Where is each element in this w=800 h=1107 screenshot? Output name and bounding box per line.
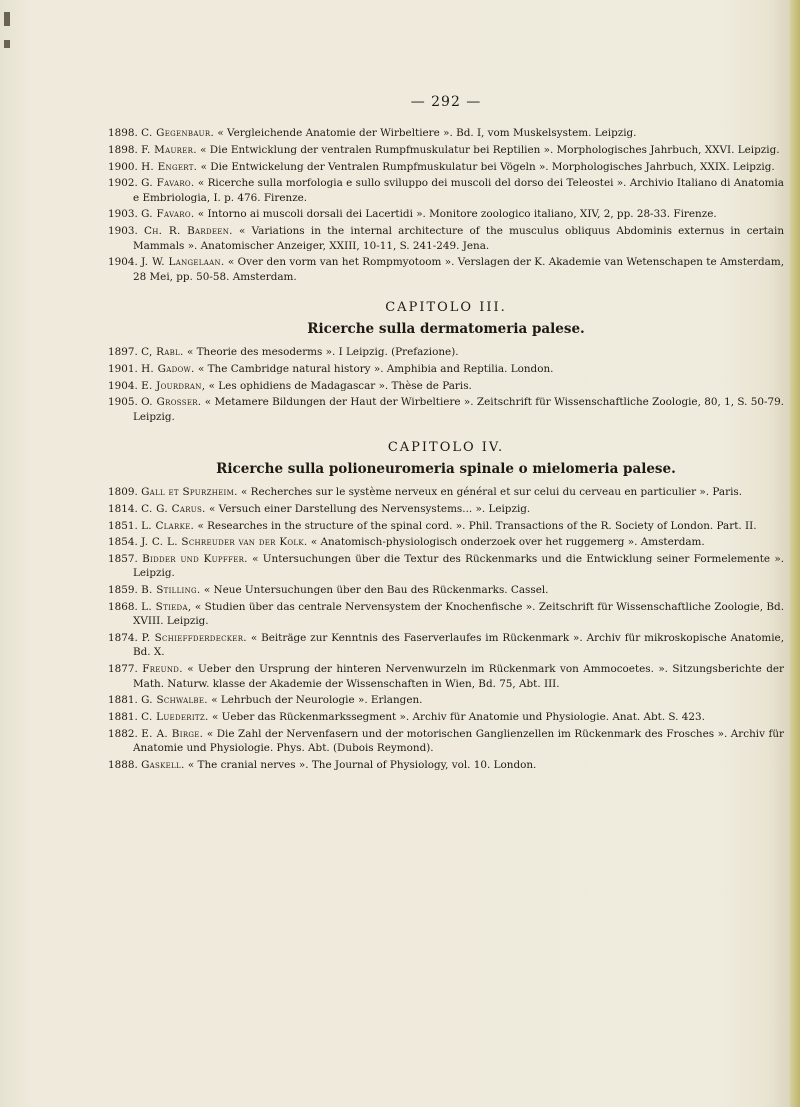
entry-author: G. Schwalbe. [141, 694, 208, 707]
entry-year: 1903. [108, 225, 138, 238]
bibliography-entry [108, 207, 784, 221]
entry-text: « Intorno ai muscoli dorsali dei Lacertidi ». Monitore zoologico italiano, XIV, 2, pp. 28-33. Firenze. [197, 208, 717, 221]
entry-author: Freund. [142, 663, 183, 676]
bibliography-block-3 [108, 485, 784, 772]
bibliography-entry [108, 379, 784, 393]
entry-author: B. Stilling. [141, 584, 201, 597]
bibliography-entry [108, 758, 784, 772]
bibliography-entry [108, 395, 784, 424]
entry-author: P. Schieffderdecker. [141, 632, 247, 645]
entry-year: 1874. [108, 632, 138, 645]
entry-year: 1881. [108, 694, 138, 707]
entry-year: 1900. [108, 160, 138, 173]
bibliography-entry [108, 552, 784, 581]
entry-year: 1904. [108, 256, 138, 269]
bibliography-entry [108, 583, 784, 597]
chapter-title-4: CAPITOLO IV. [387, 439, 505, 455]
entry-text: « Recherches sur le système nerveux en général et sur celui du cerveau en particulier ». Paris. [241, 485, 743, 498]
entry-author: Gall et Spurzheim. [141, 485, 238, 498]
bibliography-block-2 [108, 345, 784, 424]
bibliography-entry [108, 143, 784, 157]
page-edge-mark [4, 12, 10, 26]
bibliography-entry [108, 519, 784, 533]
entry-text: « Vergleichende Anatomie der Wirbeltiere ». Bd. I, vom Muskelsystem. Leipzig. [217, 127, 637, 139]
bibliography-block-1 [108, 126, 784, 284]
entry-author: G. Favaro. [141, 177, 195, 190]
bibliography-entry [108, 600, 784, 629]
entry-year: 1809. [108, 485, 138, 498]
bibliography-entry [108, 255, 784, 284]
bibliography-entry [108, 126, 784, 140]
entry-text: « The Cambridge natural history ». Amphibia and Reptilia. London. [197, 362, 554, 375]
entry-text: « Studien über das centrale Nervensystem der Knochenfische ». Zeitschrift für Wissenschaftliche Zoologie, Bd. XVIII. Leipzig. [133, 601, 785, 628]
entry-year: 1898. [108, 143, 138, 156]
page-edge-mark [4, 40, 10, 48]
bibliography-entry [108, 710, 784, 724]
entry-author: L. Clarke. [141, 519, 195, 532]
page-content [108, 94, 784, 775]
entry-text: « Die Entwickelung der Ventralen Rumpfmuskulatur bei Vögeln ». Morphologisches Jahrbuch, XXIX. Leipzig. [200, 160, 775, 173]
page-edge-bar [790, 0, 800, 1107]
bibliography-entry [108, 345, 784, 359]
entry-author: C, Rabl. [141, 345, 184, 358]
entry-year: 1877. [108, 663, 138, 676]
bibliography-entry [108, 176, 784, 205]
chapter-title-3: CAPITOLO III. [385, 299, 507, 315]
entry-author: Ch. R. Bardeen. [144, 225, 233, 238]
entry-text: « Die Zahl der Nervenfasern und der motorischen Ganglienzellen im Rückenmark des Frosches ». Archiv für Anatomie und Physiologie. Phys. Abt. (Dubois Reymond). [133, 727, 785, 755]
entry-text: « Versuch einer Darstellung des Nervensystems... ». Leipzig. [208, 502, 531, 515]
entry-author: E. Jourdran, [141, 379, 206, 392]
page-number: — 292 — [410, 94, 482, 110]
entry-author: J. W. Langelaan. [141, 256, 225, 269]
bibliography-entry [108, 535, 784, 549]
bibliography-entry [108, 631, 784, 660]
entry-author: C. Gegenbaur. [141, 127, 215, 139]
entry-text: « Beiträge zur Kenntnis des Faserverlaufes im Rückenmark ». Archiv für mikroskopische Anatomie, Bd. X. [133, 632, 784, 659]
entry-text: « Researches in the structure of the spinal cord. ». Phil. Transactions of the R. Society of London. Part. II. [197, 519, 757, 532]
entry-author: C. Luederitz. [141, 711, 209, 724]
bibliography-entry [108, 727, 784, 756]
entry-year: 1888. [108, 759, 138, 771]
entry-year: 1901. [108, 362, 138, 375]
entry-year: 1903. [108, 208, 138, 221]
entry-year: 1881. [108, 711, 138, 724]
entry-year: 1814. [108, 502, 138, 515]
entry-year: 1905. [108, 396, 138, 409]
entry-author: L. Stieda, [141, 601, 192, 614]
entry-text: « Neue Untersuchungen über den Bau des Rückenmarks. Cassel. [203, 584, 549, 597]
entry-year: 1882. [108, 727, 138, 740]
entry-author: J. C. L. Schreuder van der Kolk. [141, 536, 308, 549]
entry-author: Bidder und Kupffer. [142, 553, 248, 566]
entry-text: « Les ophidiens de Madagascar ». Thèse de Paris. [208, 379, 472, 392]
bibliography-entry [108, 224, 784, 253]
entry-text: « The cranial nerves ». The Journal of Physiology, vol. 10. London. [187, 759, 537, 771]
entry-text: « Anatomisch-physiologisch onderzoek over het ruggemerg ». Amsterdam. [310, 536, 705, 549]
bibliography-entry [108, 662, 784, 691]
bibliography-entry [108, 693, 784, 707]
entry-year: 1857. [108, 553, 138, 566]
entry-text: « Over den vorm van het Rompmyotoom ». Verslagen der K. Akademie van Wetenschapen te Amsterdam, 28 Mei, pp. 50-58. Amsterdam. [133, 256, 784, 283]
entry-year: 1868. [108, 601, 138, 614]
section-title-3: Ricerche sulla dermatomeria palese. [307, 320, 585, 337]
entry-year: 1854. [108, 536, 138, 549]
entry-text: « Theorie des mesoderms ». I Leipzig. (Prefazione). [186, 345, 459, 358]
entry-year: 1904. [108, 379, 138, 392]
entry-text: « Untersuchungen über die Textur des Rückenmarks und die Entwicklung seiner Formelemente ». Leipzig. [133, 553, 784, 580]
entry-text: « Lehrbuch der Neurologie ». Erlangen. [211, 694, 423, 707]
entry-year: 1851. [108, 519, 138, 532]
bibliography-entry [108, 362, 784, 376]
entry-author: H. Engert. [141, 160, 198, 173]
entry-year: 1902. [108, 177, 138, 190]
entry-author: F. Maurer. [141, 143, 197, 156]
entry-author: C. G. Carus. [141, 502, 206, 515]
entry-author: Gaskell. [141, 759, 185, 771]
entry-text: « Ueber den Ursprung der hinteren Nervenwurzeln im Rückenmark von Ammocoetes. ». Sitzungsberichte der Math. Naturw. klasse der Akademie der Wissenschaften in Wien, Bd. 75, Abt. III. [133, 663, 784, 690]
entry-year: 1897. [108, 345, 138, 358]
bibliography-entry [108, 160, 784, 174]
entry-author: G. Favaro. [141, 208, 195, 221]
entry-text: « Ricerche sulla morfologia e sullo sviluppo dei muscoli del dorso dei Teleostei ». Archivio Italiano di Anatomia e Embriologia, I. p. 476. Firenze. [133, 177, 784, 204]
entry-text: « Die Entwicklung der ventralen Rumpfmuskulatur bei Reptilien ». Morphologisches Jahrbuch, XXVI. Leipzig. [200, 143, 780, 156]
entry-year: 1859. [108, 584, 138, 597]
entry-year: 1898. [108, 127, 138, 139]
entry-author: H. Gadow. [141, 362, 195, 375]
entry-text: « Ueber das Rückenmarkssegment ». Archiv für Anatomie und Physiologie. Anat. Abt. S. 423. [211, 711, 705, 724]
entry-text: « Metamere Bildungen der Haut der Wirbeltiere ». Zeitschrift für Wissenschaftliche Zoologie, 80, 1, S. 50-79. Leipzig. [133, 396, 784, 423]
section-title-4: Ricerche sulla polioneuromeria spinale o mielomeria palese. [216, 460, 676, 477]
entry-text: « Variations in the internal architecture of the musculus obliquus Abdominis externus in certain Mammals ». Anatomischer Anzeiger, XXIII, 10-11, S. 241-249. Jena. [133, 225, 785, 252]
bibliography-entry [108, 485, 784, 499]
entry-author: O. Grosser. [141, 396, 202, 409]
entry-author: E. A. Birge. [141, 727, 204, 740]
bibliography-entry [108, 502, 784, 516]
